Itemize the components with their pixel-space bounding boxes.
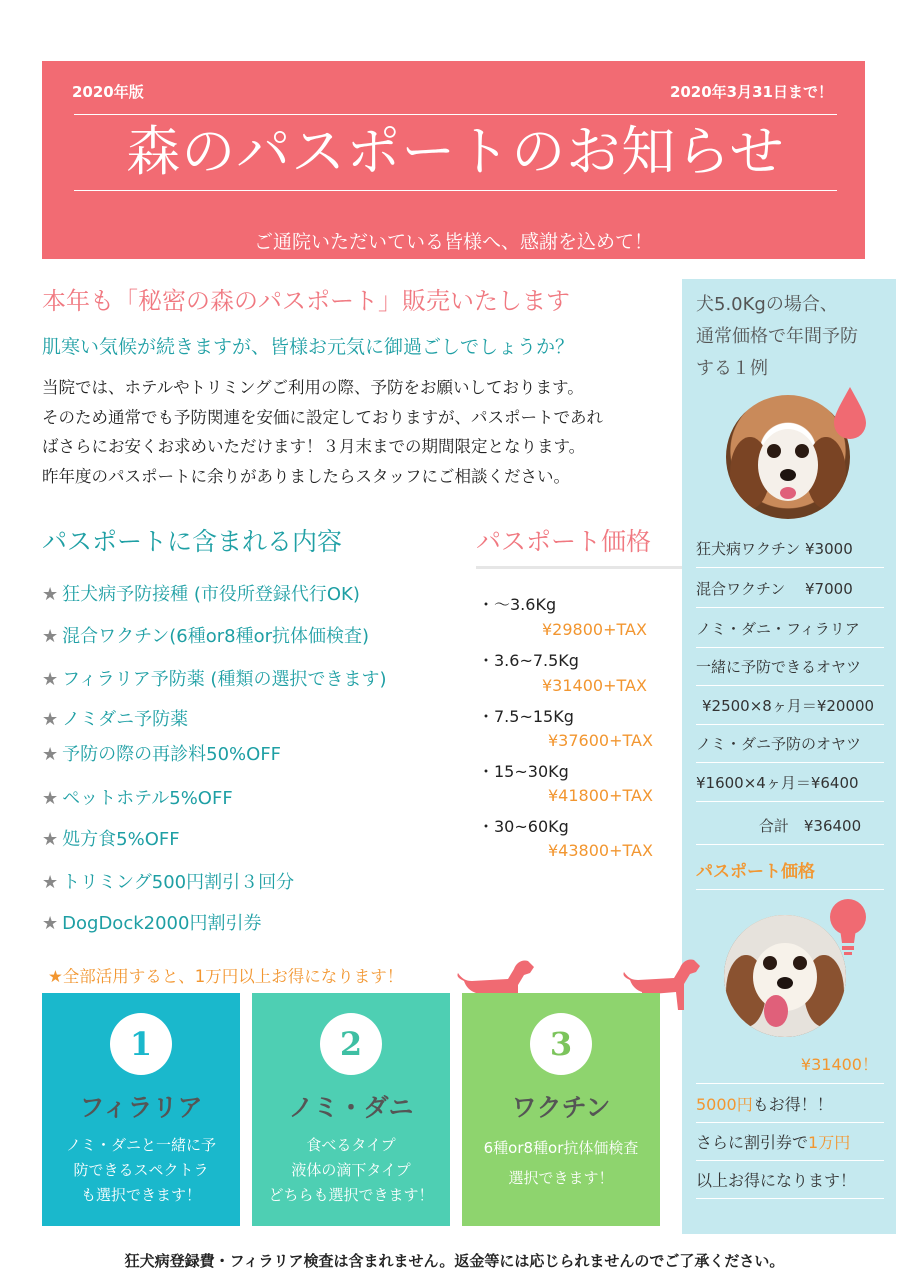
price-weight: ・30~60Kg [478,817,569,836]
deadline-label: 2020年3月31日まで！ [669,83,833,101]
price-value: ¥31400+TAX [542,676,647,695]
list-item: ★ トリミング500円割引３回分 [42,872,295,893]
cost-row: ¥2500×8ヶ月＝¥20000 [696,686,884,725]
price-weight: ・7.5~15Kg [478,707,574,726]
list-item: ★ ノミダニ予防薬 [42,709,189,730]
list-item: ★ 予防の際の再診料50%OFF [42,744,282,765]
price-weight: ・～3.6Kg [478,595,557,614]
list-item: ★ フィラリア予防薬 (種類の選択できます) [42,669,387,690]
water-drop-icon [832,385,868,439]
header-rule-top [74,114,837,115]
box-number: 1 [110,1013,172,1075]
box-number: 3 [530,1013,592,1075]
star-icon: ★ [42,872,59,893]
total-row: 合計 ¥36400 [696,806,884,845]
feature-box-filaria [42,993,240,1226]
cost-row: ¥1600×4ヶ月＝¥6400 [696,763,884,802]
star-icon: ★ [42,626,59,647]
star-icon: ★ [42,709,59,730]
cost-row: 一緒に予防できるオヤツ [696,647,884,686]
header-banner [42,61,865,259]
feature-box-flea-tick [252,993,450,1226]
price-value: ¥29800+TAX [542,620,647,639]
star-icon: ★ [42,669,59,690]
list-item: ★ ペットホテル5%OFF [42,788,233,809]
edition-label: 2020年版 [72,83,144,101]
price-heading: パスポート価格 [476,527,652,556]
savings-line: 以上お得になります！ [696,1161,884,1199]
price-value: ¥41800+TAX [548,786,653,805]
intro-body [42,373,672,491]
intro-line: ばさらにお安くお求めいただけます！３月末までの期間限定となります。 [42,437,586,456]
list-item: ★ 狂犬病予防接種 (市役所登録代行OK) [42,584,360,605]
box-title: ノミ・ダニ [288,1093,414,1122]
cost-row: 混合ワクチン ¥7000 [696,569,884,608]
price-weight: ・15~30Kg [478,762,569,781]
box-title: ワクチン [511,1093,611,1122]
price-value: ¥43800+TAX [548,841,653,860]
price-divider [476,566,682,569]
savings-callout: ★全部活用すると、1万円以上お得になります！ [48,967,404,986]
star-icon: ★ [42,913,59,934]
header-rule-bottom [74,190,837,191]
star-icon: ★ [42,829,59,850]
star-icon: ★ [42,744,59,765]
price-weight: ・3.6~7.5Kg [478,651,579,670]
price-value: ¥37600+TAX [548,731,653,750]
box-description: 6種or8種or抗体価検査 選択できます！ [483,1139,639,1187]
box-title: フィラリア [79,1093,203,1122]
cost-row: ノミ・ダニ・フィラリア [696,609,884,648]
passport-price: ¥31400！ [696,1044,884,1084]
feature-box-vaccine [462,993,660,1226]
intro-heading: 本年も「秘密の森のパスポート」販売いたします [42,287,570,315]
header-subtitle: ご通院いただいている皆様へ、感謝を込めて！ [253,231,653,253]
contents-heading: パスポートに含まれる内容 [42,527,343,556]
box-number: 2 [320,1013,382,1075]
cost-row: ノミ・ダニ予防のオヤツ [696,724,884,763]
savings-line: 5000円 もお得！！ [696,1085,884,1123]
cost-row: 狂犬病ワクチン ¥3000 [696,529,884,568]
list-item: ★ 混合ワクチン(6種or8種or抗体価検査) [42,626,370,647]
star-icon: ★ [42,584,59,605]
intro-line: 当院では、ホテルやトリミングご利用の際、予防をお願いしております。 [42,378,584,397]
disclaimer: 狂犬病登録費・フィラリア検査は含まれません。返金等には応じられませんのでご了承ください。 [124,1252,785,1270]
savings-line: さらに割引券で 1万円 [696,1123,884,1161]
page-title: 森のパスポートのお知らせ [126,120,785,183]
example-heading: 犬5.0Kgの場合、 通常価格で年間予防 する１例 [696,294,858,379]
intro-greeting: 肌寒い気候が続きますが、皆様お元気に御過ごしでしょうか？ [42,336,575,358]
box-description: 食べるタイプ 液体の滴下タイプ どちらも選択できます！ [268,1136,434,1204]
list-item: ★ 処方食5%OFF [42,829,180,850]
passport-price-label: パスポート価格 [696,849,884,890]
box-description: ノミ・ダニと一緒に予 防できるスペクトラ も選択できます！ [65,1136,216,1204]
intro-line: 昨年度のパスポートに余りがありましたらスタッフにご相談ください。 [42,466,570,486]
sidebar-panel [682,279,896,1234]
intro-line: そのため通常でも予防関連を安価に設定しておりますが、パスポートであれ [42,407,603,427]
lightbulb-icon [828,895,868,957]
list-item: ★ DogDock2000円割引券 [42,913,262,934]
star-icon: ★ [42,788,59,809]
